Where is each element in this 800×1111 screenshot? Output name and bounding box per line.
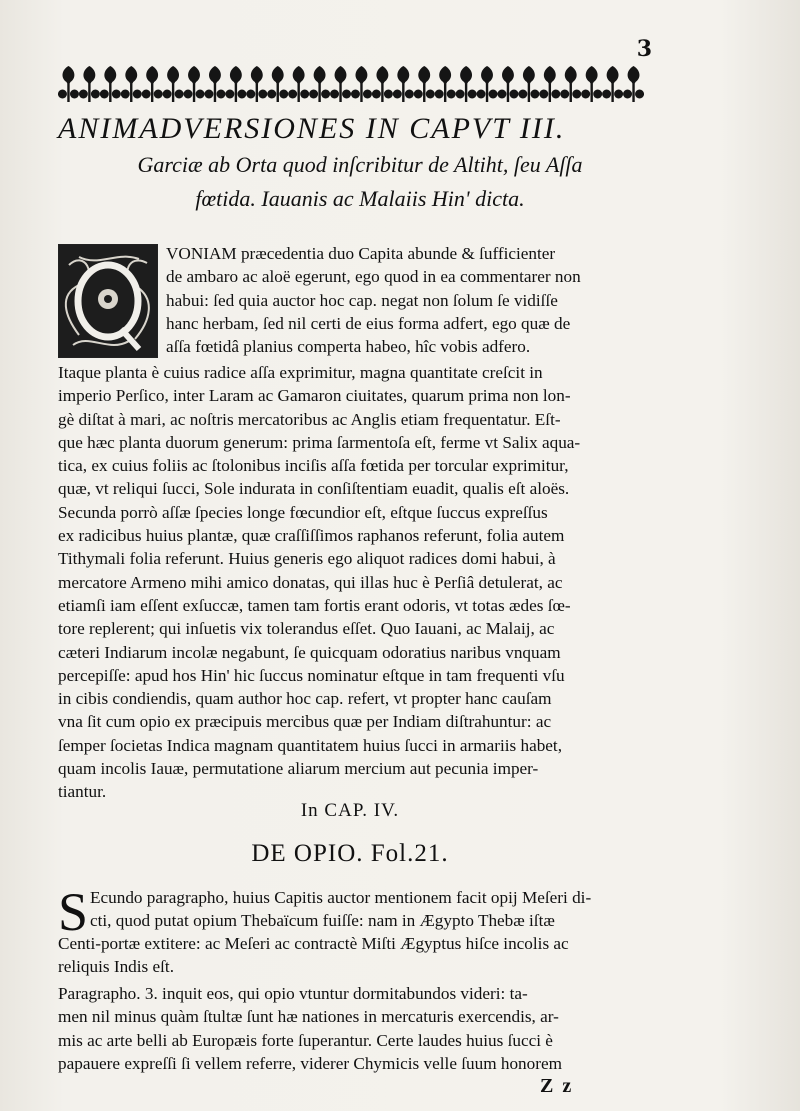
text-line: men nil minus quàm ſtultæ ſunt hæ nationes in mercaturis exercendis, ar- xyxy=(58,1007,559,1027)
fleuron-icon xyxy=(414,66,435,102)
text-line: Secunda porrò aſſæ ſpecies longe fœcundior eſt, eſtque ſuccus expreſſus xyxy=(58,502,548,522)
fleuron-icon xyxy=(477,66,498,102)
chapter-title: ANIMADVERSIONES IN CAPVT III. xyxy=(58,112,566,145)
fleuron-icon xyxy=(560,66,581,102)
paragraph-opium-first-lines xyxy=(90,886,591,933)
fleuron-icon xyxy=(100,66,121,102)
fleuron-icon xyxy=(121,66,142,102)
fleuron-icon xyxy=(309,66,330,102)
signature-mark: Z z xyxy=(540,1075,574,1097)
text-line: habui: ſed quia auctor hoc cap. negat non ſolum ſe vidiſſe xyxy=(166,290,558,310)
fleuron-icon xyxy=(581,66,602,102)
text-line: mercatore Armeno mihi amico donatas, qui illas huc è Perſiâ detulerat, ac xyxy=(58,572,563,592)
text-line: aſſa fœtidâ planius comperta habeo, hîc vobis adfero. xyxy=(166,337,531,357)
text-line: gè diſtat à mari, ac noſtris mercatoribus ac Anglis etiam frequentatur. Eſt- xyxy=(58,409,561,429)
fleuron-icon xyxy=(602,66,623,102)
text-line: percepiſſe: apud hos Hin' hic ſuccus nominatur eſtque in tam frequenti vſu xyxy=(58,665,565,685)
fleuron-icon xyxy=(163,66,184,102)
text-line: Tithymali folia referunt. Huius generis ego aliquot radices domi habui, à xyxy=(58,549,556,569)
initial-letter-s: S xyxy=(58,882,89,942)
text-line: Centi-portæ extitere: ac Meſeri ac contractè Miſti Ægyptus hiſce incolis ac xyxy=(58,934,569,953)
fleuron-icon xyxy=(246,66,267,102)
text-line: imperio Perſico, inter Laram ac Gamaron ciuitates, quarum prima non lon- xyxy=(58,386,571,406)
text-line: Paragrapho. 3. inquit eos, qui opio vtuntur dormitabundos videri: ta- xyxy=(58,984,528,1003)
fleuron-icon xyxy=(351,66,372,102)
text-line: hanc herbam, ſed nil certi de eius forma adfert, ego quæ de xyxy=(166,313,571,333)
fleuron-icon xyxy=(372,66,393,102)
text-line: mis ac arte belli ab Europæis forte ſuperantur. Certe laudes huius ſucci è xyxy=(58,1030,553,1050)
fleuron-icon xyxy=(435,66,456,102)
text-line: VONIAM præcedentia duo Capita abunde & ſufficienter xyxy=(166,244,556,263)
section-title-de-opio: DE OPIO. Fol.21. xyxy=(251,840,449,867)
page-number: 3 xyxy=(636,36,652,62)
text-line: papauere expreſſi ſi vellem referre, viderer Chymicis velle ſuum honorem xyxy=(58,1053,562,1073)
section-heading-cap-iv: In CAP. IV. xyxy=(300,800,400,821)
text-line: ſemper ſocietas Indica magnam quantitatem huius ſucci in armariis habet, xyxy=(58,735,562,755)
text-line: tore replerent; qui inſuetis vix tolerandus eſſet. Quo Iauani, ac Malaij, ac xyxy=(58,619,555,639)
paragraph-intro xyxy=(166,242,581,358)
fleuron-icon xyxy=(58,66,79,102)
paragraph-body xyxy=(58,361,580,804)
fleuron-icon xyxy=(288,66,309,102)
chapter-subtitle-line1: Garciæ ab Orta quod inſcribitur de Altiht, ſeu Aſſa xyxy=(137,152,583,177)
chapter-subtitle-line2: fœtida. Iauanis ac Malaiis Hin' dicta. xyxy=(195,186,525,211)
text-line: de ambaro ac aloë egerunt, ego quod in ea commentarer non xyxy=(166,267,581,287)
fleuron-icon xyxy=(518,66,539,102)
text-line: Ecundo paragrapho, huius Capitis auctor mentionem facit opij Meſeri di- xyxy=(90,888,592,907)
fleuron-icon xyxy=(393,66,414,102)
text-line: tica, ex cuius foliis ac ſtolonibus inciſis aſſa fœtida per torcular exprimitur, xyxy=(58,456,569,476)
fleuron-icon xyxy=(142,66,163,102)
decorated-initial-q xyxy=(58,244,158,358)
text-line: quæ, vt reliqui ſucci, Sole indurata in conſiſtentiam euadit, qualis eſt aloës. xyxy=(58,479,570,499)
fleuron-icon xyxy=(497,66,518,102)
fleuron-icon xyxy=(79,66,100,102)
text-line: quam incolis Iauæ, permutatione aliarum mercium aut pecunia imper- xyxy=(58,759,539,779)
fleuron-icon xyxy=(225,66,246,102)
text-line: Itaque planta è cuius radice aſſa exprimitur, magna quantitate creſcit in xyxy=(58,363,543,382)
fleuron-icon xyxy=(539,66,560,102)
printer-ornament-band xyxy=(58,62,644,106)
text-line: vna ſit cum opio ex præcipuis mercibus quæ per Indiam diſtrahuntur: ac xyxy=(58,712,552,732)
fleuron-icon xyxy=(456,66,477,102)
fleuron-icon xyxy=(623,66,644,102)
fleuron-icon xyxy=(330,66,351,102)
fleuron-icon xyxy=(267,66,288,102)
paragraph-opium-2 xyxy=(58,982,562,1075)
text-line: tiantur. xyxy=(58,782,107,802)
text-line: etiamſi iam eſſent exſuccæ, tamen tam fortis erant odoris, vt totas ædes ſœ- xyxy=(58,595,571,615)
fleuron-icon xyxy=(184,66,205,102)
text-line: reliquis Indis eſt. xyxy=(58,957,174,977)
fleuron-icon xyxy=(204,66,225,102)
paragraph-opium-rest xyxy=(58,932,569,979)
text-line: ex radicibus huius plantæ, quæ craſſiſſimos raphanos referunt, folia autem xyxy=(58,526,565,546)
text-line: cti, quod putat opium Thebaïcum fuiſſe: nam in Ægypto Thebæ iſtæ xyxy=(90,911,555,931)
text-line: que hæc planta duorum generum: prima ſarmentoſa eſt, ferme vt Salix aqua- xyxy=(58,432,581,452)
text-line: cæteri Indiarum incolæ negabunt, ſe quicquam odoratius naribus vnquam xyxy=(58,642,561,662)
text-line: in cibis condiendis, quam author hoc cap. refert, vt propter hanc cauſam xyxy=(58,689,552,709)
